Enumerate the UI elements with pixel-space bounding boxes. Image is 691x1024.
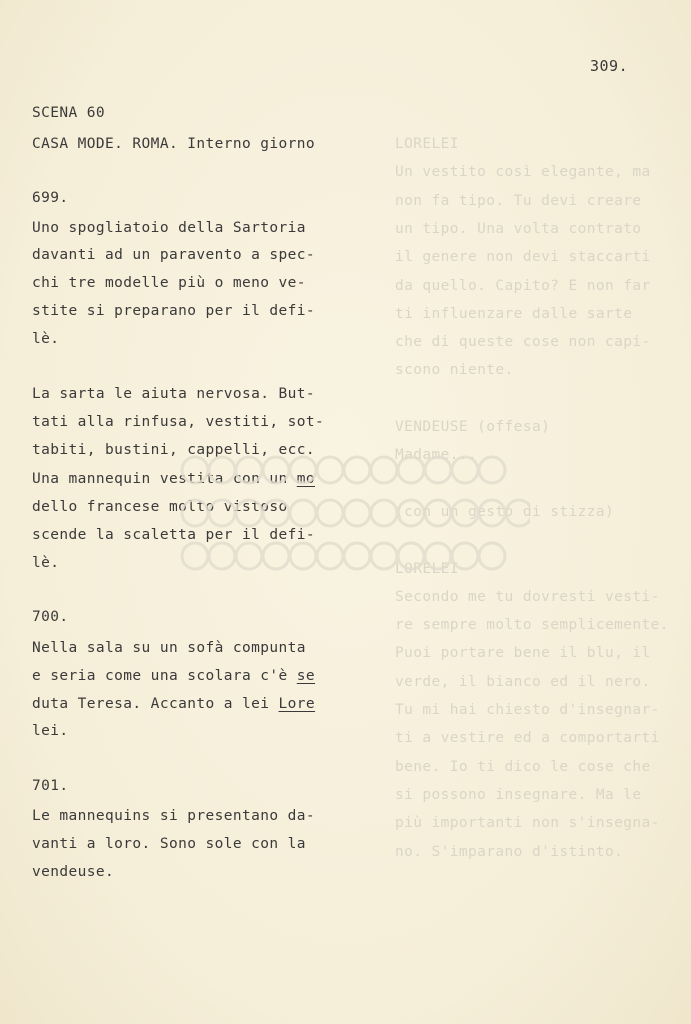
watermark-ring [209,457,235,483]
shot-699-text: lè. [32,555,60,571]
show-through-line: (con un gesto di stizza) [395,503,615,520]
watermark-ring [290,543,316,569]
watermark-ring [371,457,397,483]
show-through-line: VENDEUSE (offesa) [395,419,551,435]
show-through-line: bene. Io ti dico le cose che [395,758,651,775]
watermark-ring [263,543,289,569]
underlined-name: Lore [278,696,316,712]
watermark-ring [263,500,289,526]
shot-699-text: lè. [32,331,60,347]
shot-699-text: stite si preparano per il defi- [32,303,316,319]
shot-701-text: vendeuse. [32,864,115,880]
show-through-line: LORELEI [395,136,459,152]
watermark-ring [371,543,397,569]
watermark-ring [317,543,343,569]
watermark-ring [479,543,505,569]
shot-699-text-part: Una mannequin vestita con un [32,471,297,487]
shot-699-text: Uno spogliatoio della Sartoria [32,220,306,236]
show-through-line: più importanti non s'insegna- [395,815,660,832]
watermark-ring [344,500,370,526]
shot-number-700: 700. [32,609,69,625]
shot-699-text: davanti ad un paravento a spec- [32,247,316,263]
shot-701-text: vanti a loro. Sono sole con la [32,836,306,852]
scene-location: CASA MODE. ROMA. Interno giorno [32,136,316,152]
watermark-ring [398,543,424,569]
watermark-ring [236,543,262,569]
watermark-ring [425,543,451,569]
shot-699-text: tabiti, bustini, cappelli, ecc. [32,442,316,458]
shot-700-text-part: duta Teresa. Accanto a lei [32,696,279,712]
show-through-line: scono niente. [395,362,514,379]
shot-700-text: lei. [32,723,69,739]
show-through-line: non fa tipo. Tu devi creare [395,192,642,209]
watermark-ring [506,500,530,526]
show-through-line: Madame... [395,447,478,464]
show-through-line: Tu mi hai chiesto d'insegnar- [395,702,660,718]
shot-699-text: scende la scaletta per il defi- [32,527,316,543]
watermark-ring [317,457,343,483]
show-through-line: Un vestito così elegante, ma [395,164,651,181]
watermark-ring [182,457,208,483]
show-through-line: si possono insegnare. Ma le [395,786,642,803]
watermark-ring [425,500,451,526]
scene-header: SCENA 60 [32,105,106,121]
watermark-ring [209,543,235,569]
watermark-ring [236,500,262,526]
watermark-ring [452,457,478,483]
watermark-ring [290,500,316,526]
watermark-ring [182,500,208,526]
show-through-line: da quello. Capito? E non far [395,277,651,294]
faint-stamp-watermark [175,448,530,578]
shot-number-699: 699. [32,190,69,206]
underlined-hyphenation: mo [296,471,316,487]
show-through-line: re sempre molto semplicemente. [395,617,669,634]
shot-700-text: Nella sala su un sofà compunta [32,640,306,656]
watermark-ring [479,457,505,483]
shot-699-text: chi tre modelle più o meno ve- [32,275,306,291]
show-through-line: ti a vestire ed a comportarti [395,730,660,747]
watermark-ring [398,500,424,526]
show-through-line: Puoi portare bene il blu, il [395,645,651,662]
watermark-ring [209,500,235,526]
show-through-line: che di queste cose non capi- [395,334,651,351]
shot-699-text: La sarta le aiuta nervosa. But- [32,386,316,402]
shot-number-701: 701. [32,778,69,794]
shot-699-text: tati alla rinfusa, vestiti, sot- [32,414,325,430]
watermark-ring [290,457,316,483]
show-through-line: Secondo me tu dovresti vesti- [395,588,660,605]
watermark-ring [371,500,397,526]
watermark-ring [344,543,370,569]
watermark-ring [452,500,478,526]
shot-700-text-part: e seria come una scolara c'è [32,668,297,684]
show-through-line: LORELEI [395,560,459,577]
watermark-ring [317,500,343,526]
shot-701-text: Le mannequins si presentano da- [32,808,316,824]
watermark-ring [236,457,262,483]
show-through-line: verde, il bianco ed il nero. [395,673,651,690]
watermark-ring [182,543,208,569]
show-through-line: il genere non devi staccarti [395,249,651,266]
underlined-hyphenation: se [296,668,316,684]
show-through-line: ti influenzare dalle sarte [395,305,633,322]
watermark-ring [344,457,370,483]
page-number: 309. [590,57,629,75]
watermark-ring [452,543,478,569]
shot-700-text [32,667,315,685]
watermark-ring [263,457,289,483]
show-through-line: un tipo. Una volta contrato [395,220,642,237]
shot-699-text: dello francese molto vistoso [32,499,288,515]
watermark-ring [398,457,424,483]
watermark-ring [479,500,505,526]
watermark-ring [425,457,451,483]
shot-700-text [32,695,315,713]
show-through-line: no. S'imparano d'istinto. [395,843,624,860]
